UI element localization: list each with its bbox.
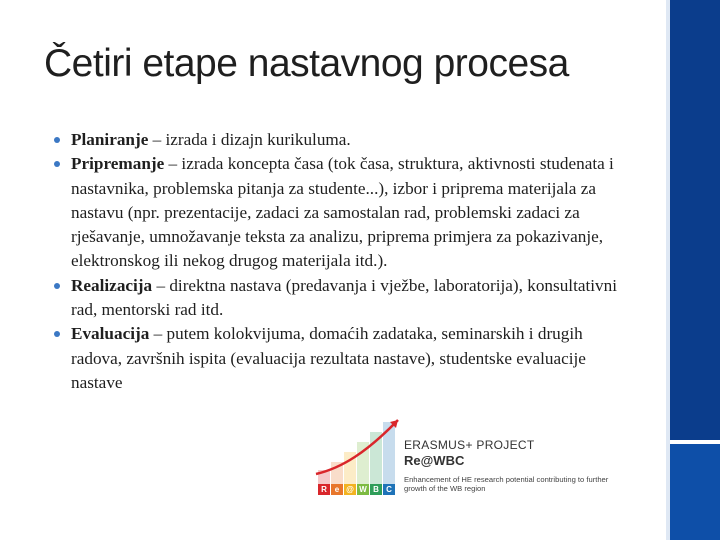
bullet-dot-icon [54, 283, 60, 289]
bullet-term: Realizacija [71, 275, 153, 295]
bullet-item-planiranje [50, 128, 630, 152]
bullet-dot-icon [54, 161, 60, 167]
bullet-text: – direktna nastava (predavanja i vježbe, laboratorija), konsultativni rad, mentorski rad itd. [71, 275, 617, 320]
bullet-item-pripremanje [50, 152, 630, 273]
bullet-item-realizacija [50, 274, 630, 323]
logo-letter: R [318, 484, 330, 495]
decorative-sidebar [666, 0, 720, 540]
bullet-term: Evaluacija [71, 324, 150, 344]
growth-chart-icon [312, 412, 402, 492]
logo-project-description: Enhancement of HE research potential contributing to further growth of the WB region [404, 475, 609, 493]
bullet-list [50, 128, 630, 395]
bullet-text: – izrada i dizajn kurikuluma. [148, 130, 351, 149]
bullet-term: Pripremanje [71, 154, 165, 174]
logo-letter: @ [344, 484, 356, 495]
bullet-dot-icon [54, 331, 60, 337]
bullet-text: – izrada koncepta časa (tok časa, struktura, aktivnosti studenata i nastavnika, problemska pitanja za studente...), izbor i priprema materijala za nastavu (npr. prezentacije, zadaci za samostalan rad, problemski zadaci za rješavanje, umnožavanje teksta za analizu, priprema primjera za pokazivanje, elektronskog ili nekog drugog materijala itd.). [71, 154, 614, 271]
logo-letter-row [318, 484, 395, 495]
sidebar-strip-upper [670, 0, 720, 440]
logo-letter: W [357, 484, 369, 495]
bullet-term: Planiranje [71, 130, 149, 149]
logo-letter: B [370, 484, 382, 495]
bullet-text: – putem kolokvijuma, domaćih zadataka, seminarskih i drugih radova, završnih ispita (evaluacija rezultata nastave), studentske evaluacije nastave [71, 324, 586, 392]
bullet-item-evaluacija [50, 322, 630, 395]
erasmus-project-logo [312, 412, 622, 504]
logo-project-label: ERASMUS+ PROJECT [404, 438, 535, 452]
bullet-dot-icon [54, 137, 60, 143]
slide-title: Četiri etape nastavnog procesa [44, 42, 569, 85]
sidebar-strip-lower [670, 444, 720, 540]
logo-letter: C [383, 484, 395, 495]
logo-letter: e [331, 484, 343, 495]
logo-project-name: Re@WBC [404, 453, 465, 468]
